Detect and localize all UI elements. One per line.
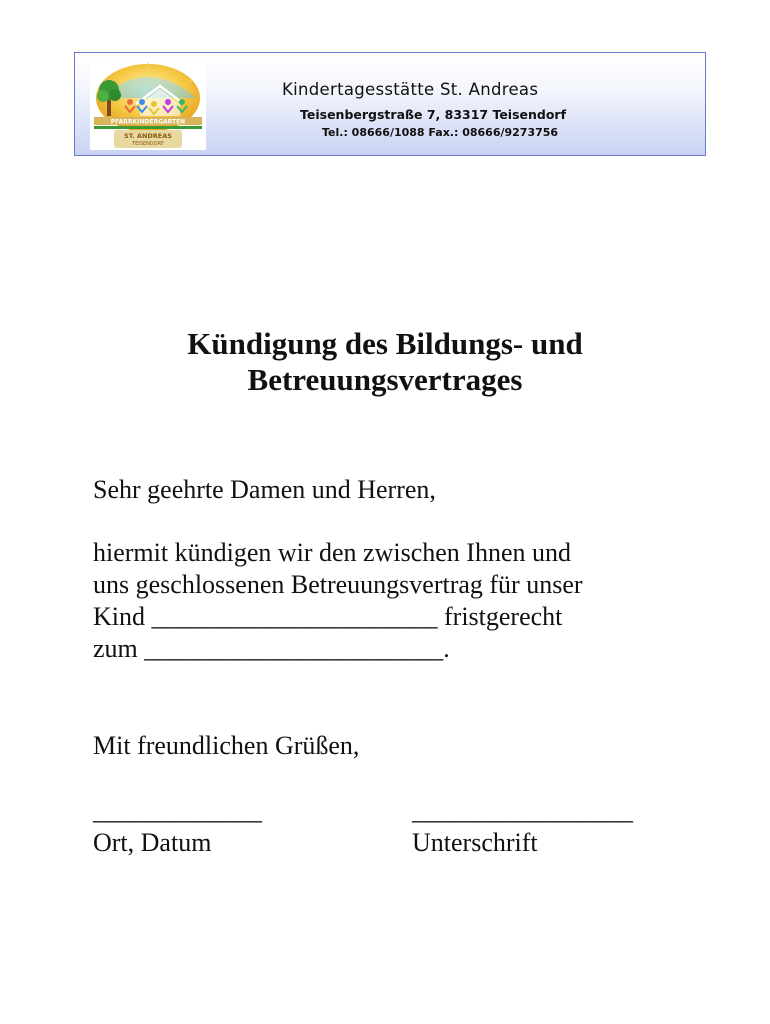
- logo-bottom-subtext: TEISENDORF: [132, 141, 164, 147]
- signature-label: Unterschrift: [412, 828, 538, 857]
- organization-address: Teisenbergstraße 7, 83317 Teisendorf: [300, 107, 567, 122]
- salutation: Sehr geehrte Damen und Herren,: [93, 475, 436, 504]
- place-date-label: Ort, Datum: [93, 828, 212, 857]
- closing: Mit freundlichen Grüßen,: [93, 731, 360, 760]
- logo-bottom-text: ST. ANDREAS: [124, 132, 172, 140]
- organization-name: Kindertagesstätte St. Andreas: [282, 80, 539, 99]
- paragraph-line-4-date-field[interactable]: zum _______________________.: [93, 634, 450, 663]
- paragraph-line-2: uns geschlossenen Betreuungsvertrag für unser: [93, 570, 583, 599]
- title-line-1: Kündigung des Bildungs- und: [187, 326, 583, 361]
- paragraph-line-1: hiermit kündigen wir den zwischen Ihnen und: [93, 538, 571, 567]
- place-date-line[interactable]: _____________: [93, 796, 262, 825]
- logo-top-text: PFARRKINDERGARTEN: [110, 118, 186, 126]
- kindergarten-logo: [90, 60, 206, 150]
- title-line-2: Betreuungsvertrages: [247, 362, 523, 397]
- signature-line[interactable]: _________________: [412, 796, 633, 825]
- termination-paragraph: [93, 537, 583, 665]
- paragraph-line-3-child-name-field[interactable]: Kind ______________________ fristgerecht: [93, 602, 563, 631]
- document-title: [0, 326, 770, 398]
- organization-contact: Tel.: 08666/1088 Fax.: 08666/9273756: [322, 126, 559, 139]
